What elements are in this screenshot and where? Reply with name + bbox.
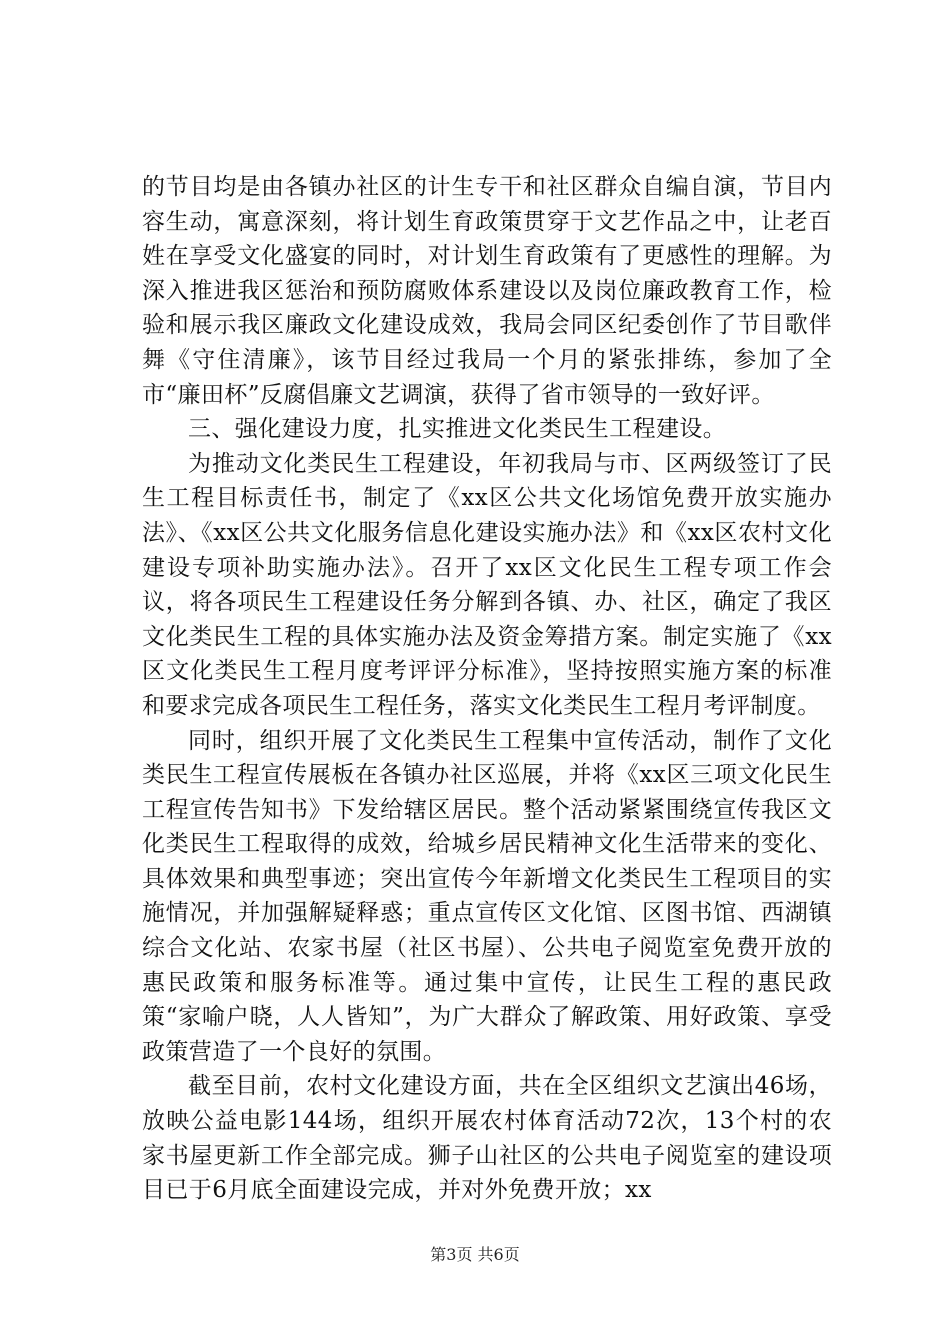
paragraph-publicity-campaign: 同时，组织开展了文化类民生工程集中宣传活动，制作了文化类民生工程宣传展板在各镇办社区巡展，并将《xx区三项文化民生工程宣传告知书》下发给辖区居民。整个活动紧紧围绕宣传我区文化类民生工程取得的成效，给城乡居民精神文化生活带来的变化、具体效果和典型事迹；突出宣传今年新增文化类民生工程项目的实施情况，并加强解疑释惑；重点宣传区文化馆、区图书馆、西湖镇综合文化站、农家书屋（社区书屋）、公共电子阅览室免费开放的惠民政策和服务标准等。通过集中宣传，让民生工程的惠民政策“家喻户晓，人人皆知”，为广大群众了解政策、用好政策、享受政策营造了一个良好的氛围。	[142, 727, 832, 1065]
paragraph-livelihood-projects: 为推动文化类民生工程建设，年初我局与市、区两级签订了民生工程目标责任书，制定了《xx区公共文化场馆免费开放实施办法》、《xx区公共文化服务信息化建设实施办法》和《xx区农村文化建设专项补助实施办法》。召开了xx区文化民生工程专项工作会议，将各项民生工程建设任务分解到各镇、办、社区，确定了我区文化类民生工程的具体实施办法及资金筹措方案。制定实施了《xx区文化类民生工程月度考评评分标准》，坚持按照实施方案的标准和要求完成各项民生工程任务，落实文化类民生工程月考评制度。	[142, 450, 832, 719]
paragraph-progress-to-date: 截至目前，农村文化建设方面，共在全区组织文艺演出46场，放映公益电影144场，组织开展农村体育活动72次，13个村的农家书屋更新工作全部完成。狮子山社区的公共电子阅览室的建设项目已于6月底全面建设完成，并对外免费开放；xx	[142, 1073, 832, 1204]
paragraph-continuation: 的节目均是由各镇办社区的计生专干和社区群众自编自演，节目内容生动，寓意深刻，将计划生育政策贯穿于文艺作品之中，让老百姓在享受文化盛宴的同时，对计划生育政策有了更感性的理解。为深入推进我区惩治和预防腐败体系建设以及岗位廉政教育工作，检验和展示我区廉政文化建设成效，我局会同区纪委创作了节目歌伴舞《守住清廉》，该节目经过我局一个月的紧张排练，参加了全市“廉田杯”反腐倡廉文艺调演，获得了省市领导的一致好评。	[142, 174, 832, 408]
section-heading-three: 三、强化建设力度，扎实推进文化类民生工程建设。	[188, 416, 727, 443]
document-body	[142, 170, 832, 1208]
page-footer: 第3页 共6页	[430, 1245, 520, 1264]
